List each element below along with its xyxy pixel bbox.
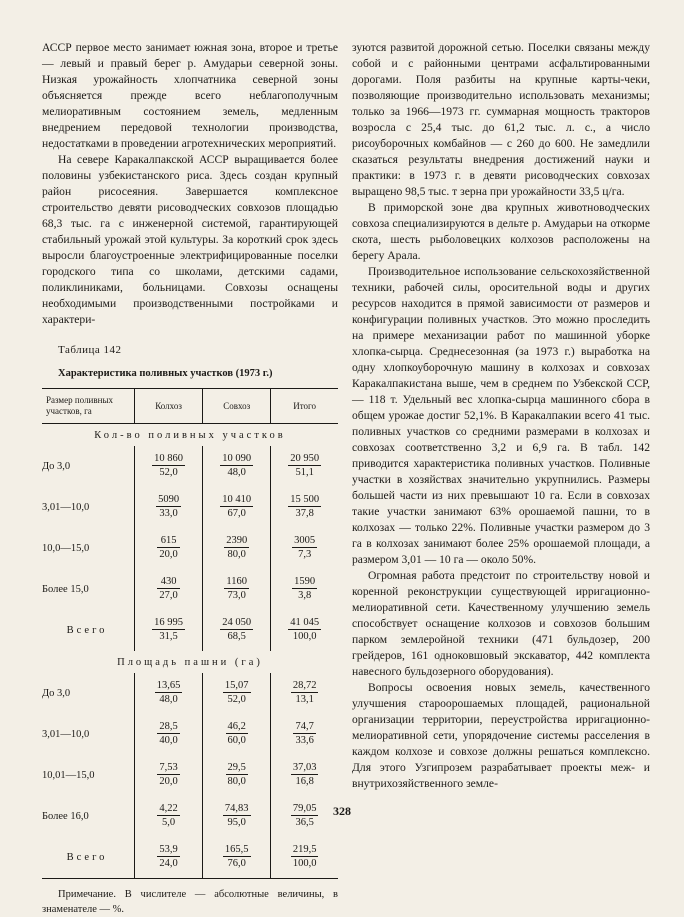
table-caption: Таблица 142 [58,344,122,356]
denominator-percent: 33,0 [159,508,178,519]
numerator-absolute: 53,9 [159,844,178,855]
header-total: Итого [271,389,338,424]
cell-kolkhoz [135,755,203,796]
paragraph: Производительное использование сельскохозяйственной техники, рабочей силы, оросительной воды и других ресурсов находится в прямой зависимости от размеров и конфигурации поливных участков. Это можно проследить на примере механизации работ по машинной уборке хлопка-сырца. Среднесезонная (за 1973 г.) выработка на одну хлопкоуборочную машину в колхозах и совхозах Каракалпакистана выше, чем в среднем по Узбекской ССР, — 118 т. Удельный вес хлопка-сырца машинного сбора в общем урожае достиг 52,1%. В Каракалпакии всего 41 тыс. поливных участков со средними размерами в колхозах и совхозах соответственно 3,2 и 6,9 га. В табл. 142 приводится характеристика поливных участков. Поливные участки в хозяйствах значительно укрупнились. Размеры большей части из них превышают 10 га. Если в совхозах такие участки занимают 63% орошаемой пашни, то в колхозах — только 22%. Поливные участки размером до 3 га в колхозах занимают более 25% орошаемой площади, а размером 3,01 — 10 га — около 50%. [352,265,650,566]
cell-kolkhoz [135,673,203,714]
table-title: Характеристика поливных участков (1973 г.) [58,368,273,379]
numerator-absolute: 41 045 [290,617,320,628]
fraction [292,534,317,561]
cell-sovkhoz [203,610,271,651]
fraction [223,679,251,706]
cell-total [271,755,338,796]
fraction [224,575,249,602]
fraction [226,720,248,747]
cell-sovkhoz [203,755,271,796]
numerator-absolute: 79,05 [292,803,317,814]
fraction [157,534,179,561]
cell-kolkhoz [135,528,203,569]
denominator-percent: 51,1 [295,467,314,478]
row-label: Всего [42,837,135,879]
numerator-absolute: 219,5 [292,844,317,855]
fraction [155,679,183,706]
cell-kolkhoz [135,446,203,487]
cell-kolkhoz [135,569,203,610]
numerator-absolute: 165,5 [224,844,249,855]
denominator-percent: 5,0 [162,817,176,828]
cell-total [271,837,338,879]
denominator-percent: 7,3 [298,549,312,560]
denominator-percent: 100,0 [292,858,317,869]
table-section-row [42,424,338,447]
table-row [42,714,338,755]
fraction [291,679,319,706]
numerator-absolute: 5090 [158,494,180,505]
numerator-absolute: 1160 [226,576,247,587]
fraction [157,761,179,788]
table-row [42,446,338,487]
table-note: Примечание. В числителе — абсолютные величины, в знаменателе — %. [42,889,338,915]
cell-total [271,528,338,569]
row-label: 3,01—10,0 [42,501,90,513]
denominator-percent: 68,5 [227,631,246,642]
row-label: 10,01—15,0 [42,769,95,781]
row-label: Более 15,0 [42,583,89,595]
cell-kolkhoz [135,487,203,528]
fraction [293,720,315,747]
denominator-percent: 95,0 [227,817,246,828]
numerator-absolute: 46,2 [227,721,246,732]
fraction [288,616,321,643]
numerator-absolute: 13,65 [156,680,181,691]
fraction [223,843,251,870]
numerator-absolute: 24 050 [222,617,252,628]
row-label: 3,01—10,0 [42,728,90,740]
cell-total [271,714,338,755]
table-row [42,837,338,879]
numerator-absolute: 7,53 [159,762,178,773]
numerator-absolute: 4,22 [159,803,178,814]
cell-kolkhoz [135,610,203,651]
fraction [220,452,253,479]
fraction [220,493,253,520]
fraction [157,575,179,602]
table-header-row [42,389,338,424]
denominator-percent: 37,8 [295,508,314,519]
fraction [152,616,185,643]
denominator-percent: 52,0 [227,694,246,705]
numerator-absolute: 37,03 [292,762,317,773]
fraction [224,534,249,561]
row-label: 10,0—15,0 [42,542,90,554]
denominator-percent: 20,0 [159,549,178,560]
fraction [220,616,253,643]
row-label: Более 16,0 [42,810,89,822]
cell-sovkhoz [203,569,271,610]
numerator-absolute: 10 860 [154,453,183,464]
denominator-percent: 3,8 [298,590,312,601]
numerator-absolute: 28,72 [292,680,317,691]
cell-sovkhoz [203,837,271,879]
numerator-absolute: 2390 [226,535,248,546]
left-column [42,40,338,917]
table-section-row [42,651,338,673]
denominator-percent: 20,0 [159,776,178,787]
row-label: Всего [66,624,108,636]
paragraph: зуются развитой дорожной сетью. Поселки связаны между собой и с районными центрами асфальтированными дорогами. Поля разбиты на крупные карты-чеки, позволяющие производительно использовать механизмы; только за 1966—1973 гг. суммарная мощность тракторов возросла с 25,4 тыс. до 61,2 тыс. л. с., а число рисоуборочных комбайнов — с 260 до 600. Не замедлили сказаться результаты внедрения достижений науки и практики: в 1973 г. в девяти рисоводческих совхозах выращено 98,5 тыс. т зерна при урожайности 33,5 ц/га. [352,41,650,198]
numerator-absolute: 3005 [294,535,316,546]
table-row [42,487,338,528]
denominator-percent: 100,0 [292,631,317,642]
right-column [352,40,650,792]
paragraph: Вопросы освоения новых земель, качественного улучшения староорошаемых площадей, рациональной организации территории, переустройства ирригационно-мелиоративной сети, упорядочение системы расселения в каждом колхозе и совхозе должны решаться комплексно. Для этого Узгипрозем разрабатывает проекты меж- и внутрихозяйственного земле- [352,681,650,790]
cell-total [271,673,338,714]
cell-total [271,487,338,528]
denominator-percent: 31,5 [159,631,178,642]
cell-sovkhoz [203,487,271,528]
cell-sovkhoz [203,714,271,755]
cell-sovkhoz [203,528,271,569]
cell-total [271,610,338,651]
header-sovkhoz: Совхоз [203,389,271,424]
fraction [226,761,248,788]
numerator-absolute: 615 [157,534,179,548]
denominator-percent: 80,0 [227,776,246,787]
denominator-percent: 52,0 [159,467,178,478]
paragraph: В приморской зоне два крупных животноводческих совхоза специализируются в дельте р. Амударьи на откорме скота, шесть рыболовецких колхозов расположены на берегу Арала. [352,201,650,262]
denominator-percent: 73,0 [227,590,246,601]
numerator-absolute: 15 500 [290,494,320,505]
numerator-absolute: 28,5 [159,721,178,732]
cell-total [271,446,338,487]
fraction [288,452,321,479]
paragraph: На севере Каракалпакской АССР выращивается более половины узбекистанского риса. Здесь создан крупный район рисосеяния. Завершается комплексное строительство девяти рисоводческих совхозов площадью 68,3 тыс. га с инженерной системой, гарантирующей стабильный урожай этой культуры. За короткий срок здесь выросли благоустроенные электрифицированные поселки городского типа со школами, детскими садами, поликлиниками, больницами. Совхозы оснащены необходимыми производственными постройками и характери- [42,153,338,326]
table-row [42,528,338,569]
numerator-absolute: 74,83 [224,803,249,814]
paragraph: Огромная работа предстоит по строительству новой и коренной реконструкции существующей ирригационно-мелиоративной сети. Качественному улучшению земель способствует оснащение колхозов и совхозов большим парком землеройной техники (471 бульдозер, 200 грейдеров, 161 одноковшовый экскаватор, 442 комплекта навесного бульдозерного оборудования). [352,569,650,678]
numerator-absolute: 10 090 [222,453,252,464]
section-title: Кол-во поливных участков [94,430,286,441]
table-row [42,569,338,610]
cell-sovkhoz [203,446,271,487]
cell-kolkhoz [135,837,203,879]
page-number: 328 [333,804,351,818]
denominator-percent: 80,0 [227,549,246,560]
denominator-percent: 36,5 [295,817,314,828]
fraction [152,452,185,479]
denominator-percent: 33,6 [295,735,314,746]
header-size: Размер поливных участков, га [42,389,135,424]
denominator-percent: 48,0 [159,694,178,705]
row-label: До 3,0 [42,687,71,699]
fraction [288,493,321,520]
denominator-percent: 16,8 [295,776,314,787]
denominator-percent: 24,0 [159,858,178,869]
table-row [42,755,338,796]
fraction [157,843,179,870]
cell-sovkhoz [203,673,271,714]
denominator-percent: 60,0 [227,735,246,746]
denominator-percent: 48,0 [227,467,246,478]
row-label: До 3,0 [42,460,71,472]
fraction [157,720,179,747]
fraction [291,843,319,870]
table-row [42,673,338,714]
cell-kolkhoz [135,714,203,755]
section-title: Площадь пашни (га) [117,657,263,668]
numerator-absolute: 29,5 [227,762,246,773]
numerator-absolute: 74,7 [295,721,314,732]
table-row [42,610,338,651]
paragraph: АССР первое место занимает южная зона, второе и третье — левый и правый берег р. Амударьи северной зоны. Низкая урожайность хлопчатника северной зоны объясняется прежде всего неблагополучным мелиоративным состоянием земель, медленным внедрением передовой технологии производства, недостатками в проведении агротехнических мероприятий. [42,41,338,150]
denominator-percent: 67,0 [227,508,246,519]
denominator-percent: 40,0 [159,735,178,746]
numerator-absolute: 16 995 [154,617,183,628]
denominator-percent: 76,0 [227,858,246,869]
header-kolkhoz: Колхоз [135,389,203,424]
numerator-absolute: 10 410 [222,494,252,505]
fraction [156,493,181,520]
denominator-percent: 13,1 [295,694,314,705]
numerator-absolute: 15,07 [224,680,249,691]
numerator-absolute: 430 [157,575,179,589]
fraction [292,575,317,602]
numerator-absolute: 20 950 [290,453,320,464]
cell-total [271,569,338,610]
numerator-absolute: 1590 [294,576,316,587]
denominator-percent: 27,0 [159,590,178,601]
fraction [291,761,319,788]
